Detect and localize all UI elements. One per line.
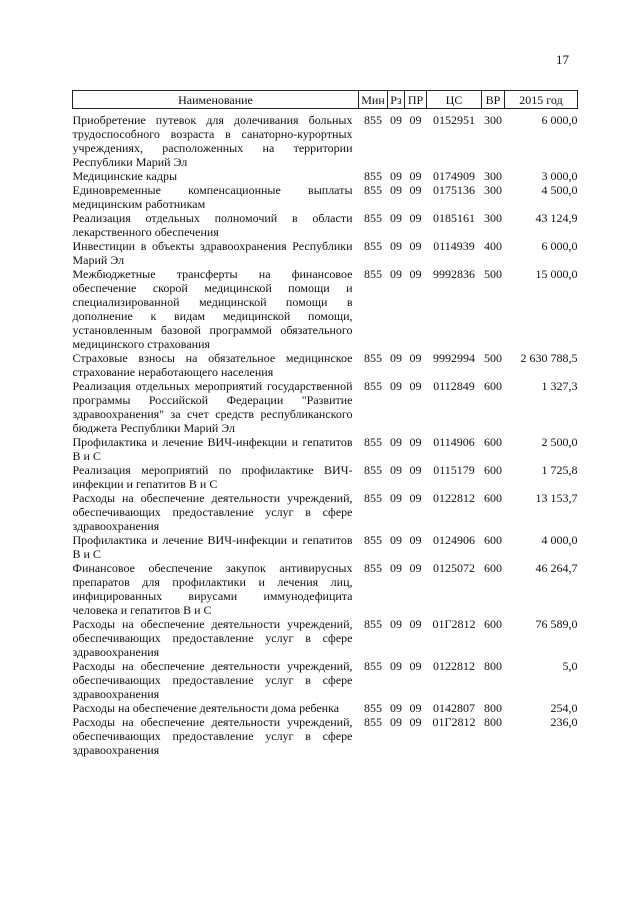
- cell-rz: 09: [390, 113, 402, 127]
- cell-pr: 09: [409, 239, 422, 253]
- cell-min: 855: [364, 701, 382, 715]
- header-name: Наименование: [73, 91, 359, 109]
- cell-rz: 09: [390, 463, 402, 477]
- cell-name: Профилактика и лечение ВИЧ-инфекции и гепатитов В и С: [72, 533, 353, 561]
- cell-cs: 0142807: [433, 701, 475, 715]
- cell-amount: 5,0: [562, 659, 578, 673]
- cell-name: Медицинские кадры: [72, 169, 178, 183]
- table-row: [73, 659, 578, 701]
- cell-vr: 600: [484, 463, 502, 477]
- cell-cs: 0152951: [433, 113, 475, 127]
- cell-pr: 09: [409, 715, 422, 729]
- table-row: [73, 183, 578, 211]
- cell-min: 855: [364, 267, 382, 281]
- cell-min: 855: [364, 351, 382, 365]
- cell-vr: 500: [484, 351, 502, 365]
- cell-amount: 4 500,0: [541, 183, 578, 197]
- cell-vr: 600: [484, 533, 502, 547]
- cell-name: Финансовое обеспечение закупок антивирусных препаратов для профилактики и лечения лиц, инфицированных вирусами иммунодефицита человека и гепатитов В и С: [72, 561, 353, 617]
- cell-min: 855: [364, 491, 382, 505]
- cell-min: 855: [364, 533, 382, 547]
- cell-rz: 09: [390, 169, 402, 183]
- cell-name: Реализация отдельных полномочий в области лекарственного обеспечения: [72, 211, 353, 239]
- cell-amount: 3 000,0: [541, 169, 578, 183]
- table-row: [73, 533, 578, 561]
- cell-rz: 09: [390, 617, 402, 631]
- cell-rz: 09: [390, 561, 402, 575]
- table-row: [73, 435, 578, 463]
- cell-vr: 800: [484, 701, 502, 715]
- cell-pr: 09: [409, 701, 422, 715]
- cell-pr: 09: [409, 351, 422, 365]
- cell-amount: 76 589,0: [535, 617, 578, 631]
- cell-amount: 4 000,0: [541, 533, 578, 547]
- cell-cs: 0125072: [433, 561, 475, 575]
- cell-rz: 09: [390, 435, 402, 449]
- cell-min: 855: [364, 617, 382, 631]
- header-min: Мин: [359, 91, 388, 109]
- header-rz: Рз: [388, 91, 405, 109]
- cell-min: 855: [364, 169, 382, 183]
- table-row: [73, 169, 578, 183]
- cell-cs: 0124906: [433, 533, 475, 547]
- cell-name: Страховые взносы на обязательное медицинское страхование неработающего населения: [72, 351, 353, 379]
- cell-name: Приобретение путевок для долечивания больных трудоспособного возраста в санаторно-курортных учреждениях, расположенных на территории Республики Марий Эл: [72, 113, 353, 169]
- cell-amount: 6 000,0: [541, 239, 578, 253]
- table-row: [73, 715, 578, 757]
- table-row: [73, 617, 578, 659]
- table-row: [73, 351, 578, 379]
- cell-cs: 0122812: [433, 659, 475, 673]
- cell-vr: 800: [484, 715, 502, 729]
- cell-pr: 09: [409, 379, 422, 393]
- cell-amount: 254,0: [550, 701, 578, 715]
- cell-cs: 0114939: [433, 239, 475, 253]
- cell-cs: 01Г2812: [432, 617, 476, 631]
- cell-name: Расходы на обеспечение деятельности учреждений, обеспечивающих предоставление услуг в сфере здравоохранения: [72, 491, 353, 533]
- cell-min: 855: [364, 113, 382, 127]
- cell-name: Расходы на обеспечение деятельности учреждений, обеспечивающих предоставление услуг в сфере здравоохранения: [72, 659, 353, 701]
- cell-pr: 09: [409, 183, 422, 197]
- cell-name: Расходы на обеспечение деятельности учреждений, обеспечивающих предоставление услуг в сфере здравоохранения: [72, 715, 353, 757]
- table-row: [73, 379, 578, 435]
- table-row: [73, 267, 578, 351]
- header-year: 2015 год: [505, 91, 578, 109]
- cell-name: Расходы на обеспечение деятельности учреждений, обеспечивающих предоставление услуг в сфере здравоохранения: [72, 617, 353, 659]
- table-row: [73, 701, 578, 715]
- cell-vr: 300: [484, 169, 502, 183]
- cell-rz: 09: [390, 211, 402, 225]
- header-vr: ВР: [482, 91, 505, 109]
- header-row: [73, 91, 578, 109]
- cell-cs: 0185161: [433, 211, 475, 225]
- cell-pr: 09: [409, 169, 422, 183]
- cell-name: Единовременные компенсационные выплаты медицинским работникам: [72, 183, 353, 211]
- cell-pr: 09: [409, 491, 422, 505]
- cell-amount: 46 264,7: [535, 561, 578, 575]
- cell-vr: 600: [484, 617, 502, 631]
- cell-rz: 09: [390, 659, 402, 673]
- cell-amount: 6 000,0: [541, 113, 578, 127]
- table-row: [73, 561, 578, 617]
- cell-rz: 09: [390, 491, 402, 505]
- budget-table: [72, 90, 578, 757]
- cell-vr: 600: [484, 379, 502, 393]
- cell-min: 855: [364, 659, 382, 673]
- cell-cs: 9992994: [433, 351, 475, 365]
- cell-pr: 09: [409, 533, 422, 547]
- table-row: [73, 239, 578, 267]
- cell-min: 855: [364, 463, 382, 477]
- cell-amount: 15 000,0: [535, 267, 578, 281]
- cell-cs: 0112849: [433, 379, 475, 393]
- cell-pr: 09: [409, 113, 422, 127]
- cell-min: 855: [364, 715, 382, 729]
- cell-cs: 01Г2812: [432, 715, 476, 729]
- cell-cs: 9992836: [433, 267, 475, 281]
- cell-cs: 0175136: [433, 183, 475, 197]
- cell-amount: 1 327,3: [541, 379, 578, 393]
- cell-vr: 800: [484, 659, 502, 673]
- cell-vr: 600: [484, 561, 502, 575]
- cell-min: 855: [364, 183, 382, 197]
- cell-pr: 09: [409, 211, 422, 225]
- cell-amount: 236,0: [550, 715, 578, 729]
- cell-pr: 09: [409, 463, 422, 477]
- cell-rz: 09: [390, 533, 402, 547]
- cell-amount: 2 630 788,5: [520, 351, 578, 365]
- cell-rz: 09: [390, 701, 402, 715]
- cell-pr: 09: [409, 659, 422, 673]
- table-row: [73, 109, 578, 170]
- cell-vr: 500: [484, 267, 502, 281]
- cell-min: 855: [364, 379, 382, 393]
- cell-cs: 0115179: [433, 463, 475, 477]
- header-cs: ЦС: [427, 91, 482, 109]
- cell-vr: 600: [484, 435, 502, 449]
- cell-pr: 09: [409, 267, 422, 281]
- cell-name: Инвестиции в объекты здравоохранения Республики Марий Эл: [72, 239, 353, 267]
- cell-rz: 09: [390, 351, 402, 365]
- table-row: [73, 491, 578, 533]
- cell-vr: 300: [484, 183, 502, 197]
- cell-amount: 13 153,7: [535, 491, 578, 505]
- cell-rz: 09: [390, 239, 402, 253]
- cell-min: 855: [364, 561, 382, 575]
- cell-name: Межбюджетные трансферты на финансовое обеспечение скорой медицинской помощи и специализированной медицинской помощи в дополнение к видам медицинской помощи, установленным базовой программой обязательного медицинского страхования: [72, 267, 353, 351]
- cell-amount: 1 725,8: [541, 463, 578, 477]
- cell-rz: 09: [390, 379, 402, 393]
- cell-vr: 600: [484, 491, 502, 505]
- cell-pr: 09: [409, 617, 422, 631]
- cell-name: Реализация отдельных мероприятий государственной программы Российской Федерации "Развитие здравоохранения" за счет средств республиканского бюджета Республики Марий Эл: [72, 379, 353, 435]
- header-pr: ПР: [405, 91, 427, 109]
- cell-rz: 09: [390, 715, 402, 729]
- cell-pr: 09: [409, 561, 422, 575]
- cell-min: 855: [364, 211, 382, 225]
- cell-rz: 09: [390, 267, 402, 281]
- table-row: [73, 211, 578, 239]
- cell-cs: 0114906: [433, 435, 475, 449]
- cell-pr: 09: [409, 435, 422, 449]
- cell-name: Реализация мероприятий по профилактике ВИЧ-инфекции и гепатитов В и С: [72, 463, 353, 491]
- cell-vr: 300: [484, 211, 502, 225]
- cell-cs: 0174909: [433, 169, 475, 183]
- cell-rz: 09: [390, 183, 402, 197]
- cell-name: Расходы на обеспечение деятельности дома ребенка: [72, 701, 340, 715]
- table-row: [73, 463, 578, 491]
- cell-name: Профилактика и лечение ВИЧ-инфекции и гепатитов В и С: [72, 435, 353, 463]
- cell-amount: 43 124,9: [535, 211, 578, 225]
- cell-min: 855: [364, 239, 382, 253]
- cell-vr: 300: [484, 113, 502, 127]
- cell-min: 855: [364, 435, 382, 449]
- cell-vr: 400: [484, 239, 502, 253]
- page-number: 17: [556, 52, 569, 67]
- cell-cs: 0122812: [433, 491, 475, 505]
- cell-amount: 2 500,0: [541, 435, 578, 449]
